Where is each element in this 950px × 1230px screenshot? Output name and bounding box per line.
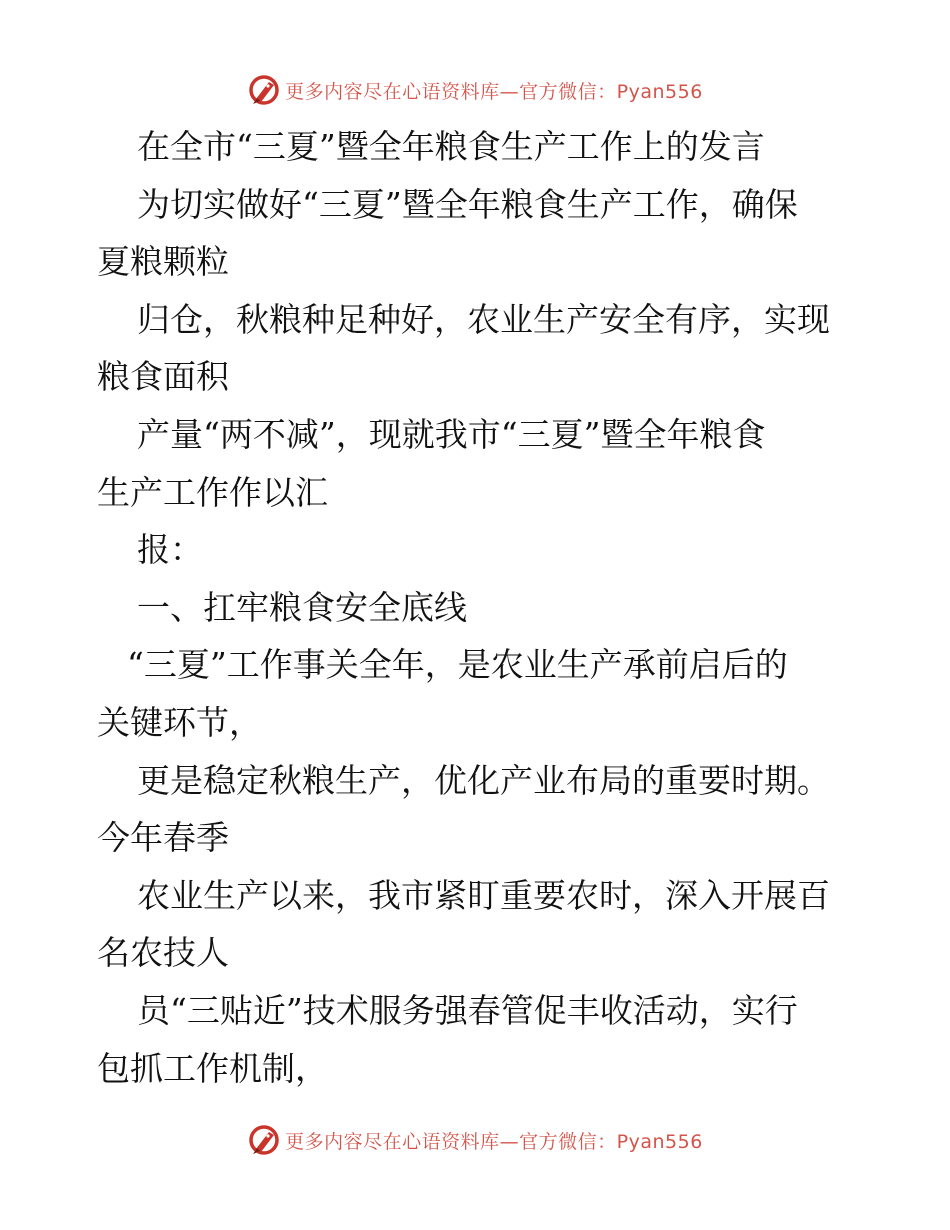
document-body [97,118,857,1097]
paragraph-line: 农业生产以来，我市紧盯重要农时，深入开展百 [137,875,830,915]
section-heading: 一、扛牢粮食安全底线 [137,587,467,627]
paragraph-line: “三夏”工作事关全年，是农业生产承前启后的 [127,645,788,685]
document-title: 在全市“三夏”暨全年粮食生产工作上的发言 [137,127,765,166]
header-banner [0,70,950,110]
paragraph-line: 包抓工作机制， [97,1048,328,1088]
paragraph-line: 今年春季 [97,818,229,858]
pen-nib-logo-icon [247,1123,281,1157]
paragraph-line: 生产工作作以汇 [97,472,328,512]
paragraph-line: 报： [137,530,203,570]
paragraph-line: 关键环节， [97,702,262,742]
banner-text: 更多内容尽在心语资料库—官方微信：Pyan556 [285,80,703,103]
paragraph-line: 夏粮颗粒 [97,242,229,282]
paragraph-line: 产量“两不减”，现就我市“三夏”暨全年粮食 [137,414,766,454]
paragraph-line: 归仓，秋粮种足种好，农业生产安全有序，实现 [137,299,830,339]
paragraph-line: 员“三贴近”技术服务强春管促丰收活动，实行 [137,990,798,1030]
paragraph-line: 更是稳定秋粮生产，优化产业布局的重要时期。 [137,760,830,800]
paragraph-line: 为切实做好“三夏”暨全年粮食生产工作，确保 [137,184,798,224]
banner-text: 更多内容尽在心语资料库—官方微信：Pyan556 [285,1130,703,1153]
pen-nib-logo-icon [247,73,281,107]
paragraph-line: 粮食面积 [97,357,229,397]
footer-banner [0,1120,950,1160]
paragraph-line: 名农技人 [97,933,229,973]
